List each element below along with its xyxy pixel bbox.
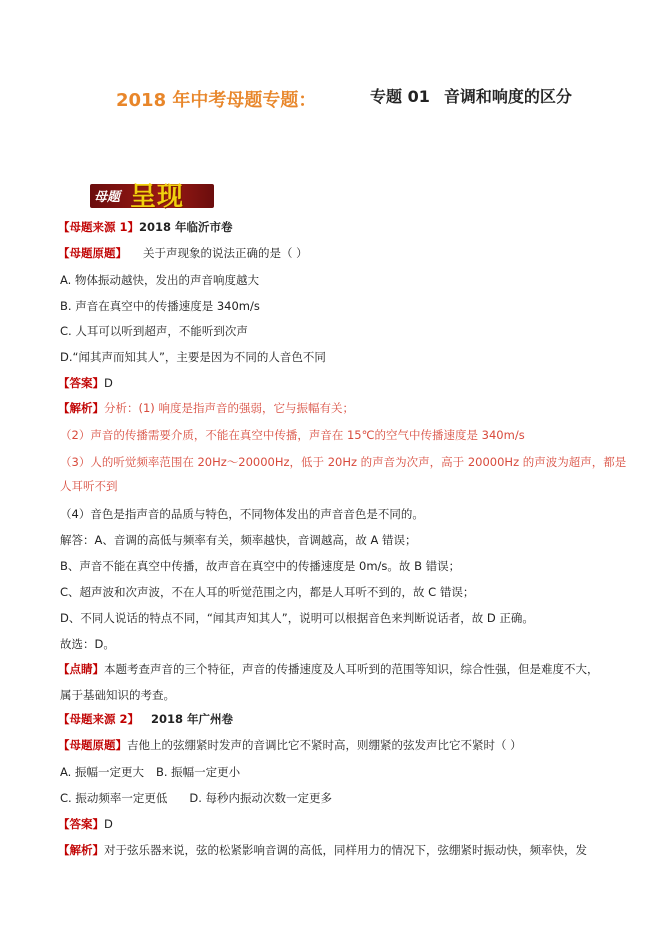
q1-original-tag: 【母题原题】 [58, 246, 127, 260]
q2-original-tag: 【母题原题】 [58, 738, 127, 752]
q2-source-tag: 【母题来源 2】 [58, 712, 140, 726]
q2-answer [58, 817, 113, 831]
q2-options-ab [60, 765, 240, 779]
q2-answer-tag: 【答案】 [58, 817, 104, 831]
q2-analysis-1 [58, 843, 587, 857]
q1-solution-d: D、不同人说话的特点不同，“闻其声知其人”，说明可以根据音色来判断说话者，故 D 正确。 [60, 611, 534, 625]
banner-large-text: 呈现 [130, 182, 185, 212]
q2-option-d: D. 每秒内振动次数一定更多 [189, 791, 333, 805]
q1-answer-value: D [104, 376, 113, 390]
q1-analysis-3b: 人耳听不到 [60, 479, 118, 493]
q1-analysis-3a: （3）人的听觉频率范围在 20Hz～20000Hz，低于 20Hz 的声音为次声，高于 20000Hz 的声波为超声，都是 [60, 455, 627, 469]
section-banner [90, 178, 214, 212]
page-subtitle [370, 84, 572, 107]
q1-question [58, 246, 308, 260]
q2-question [58, 738, 522, 752]
banner-small-text: 母题 [94, 190, 121, 205]
q1-analysis-tag: 【解析】 [58, 401, 104, 415]
q1-option-a: A. 物体振动越快，发出的声音响度越大 [60, 273, 259, 287]
q2-option-b: B. 振幅一定更小 [155, 765, 241, 779]
q1-choose: 故选：D。 [60, 637, 115, 651]
q2-analysis-1-text: 对于弦乐器来说，弦的松紧影响音调的高低，同样用力的情况下，弦绷紧时振动快，频率快，发 [104, 843, 587, 857]
q1-option-d: D.“闻其声而知其人”，主要是因为不同的人音色不同 [60, 350, 326, 364]
q1-comment-1 [58, 662, 599, 676]
q1-comment-1-text: 本题考查声音的三个特征，声音的传播速度及人耳听到的范围等知识，综合性强，但是难度不大， [104, 662, 599, 676]
q1-solution-b: B、声音不能在真空中传播，故声音在真空中的传播速度是 0m/s。故 B 错误； [60, 559, 461, 573]
q1-analysis-4: （4）音色是指声音的品质与特色，不同物体发出的声音音色是不同的。 [60, 507, 424, 521]
q1-source-tag: 【母题来源 1】 [58, 220, 140, 234]
topic-label: 专题 01 [370, 87, 430, 106]
q2-question-text: 吉他上的弦绷紧时发声的音调比它不紧时高，则绷紧的弦发声比它不紧时（ ） [127, 738, 522, 752]
q1-analysis-1 [58, 401, 354, 415]
q1-question-text: 关于声现象的说法正确的是（ ） [143, 246, 308, 260]
q2-option-c: C. 振动频率一定更低 [60, 791, 168, 805]
q1-answer [58, 376, 113, 390]
q1-solution-a: 解答：A、音调的高低与频率有关，频率越快，音调越高，故 A 错误； [60, 533, 417, 547]
page-title: 2018 年中考母题专题： [116, 90, 317, 111]
q1-solution-c: C、超声波和次声波，不在人耳的听觉范围之内，都是人耳听不到的，故 C 错误； [60, 585, 475, 599]
q1-answer-tag: 【答案】 [58, 376, 104, 390]
q2-option-a: A. 振幅一定更大 [60, 765, 144, 779]
q1-comment-tag: 【点睛】 [58, 662, 104, 676]
q1-option-b: B. 声音在真空中的传播速度是 340m/s [60, 299, 260, 313]
q2-options-cd [60, 791, 332, 805]
q1-source-text: 2018 年临沂市卷 [139, 220, 233, 234]
q1-analysis-1-text: 分析：(1) 响度是指声音的强弱，它与振幅有关； [104, 401, 354, 415]
q1-analysis-2: （2）声音的传播需要介质，不能在真空中传播，声音在 15℃的空气中传播速度是 340m/s [60, 428, 525, 442]
q2-analysis-tag: 【解析】 [58, 843, 104, 857]
q1-source [58, 220, 233, 234]
q1-option-c: C. 人耳可以听到超声，不能听到次声 [60, 324, 248, 338]
q1-comment-2: 属于基础知识的考查。 [60, 688, 175, 702]
q2-source [58, 712, 233, 726]
q2-answer-value: D [104, 817, 113, 831]
q2-source-text: 2018 年广州卷 [151, 712, 234, 726]
topic-title: 音调和响度的区分 [443, 87, 572, 106]
